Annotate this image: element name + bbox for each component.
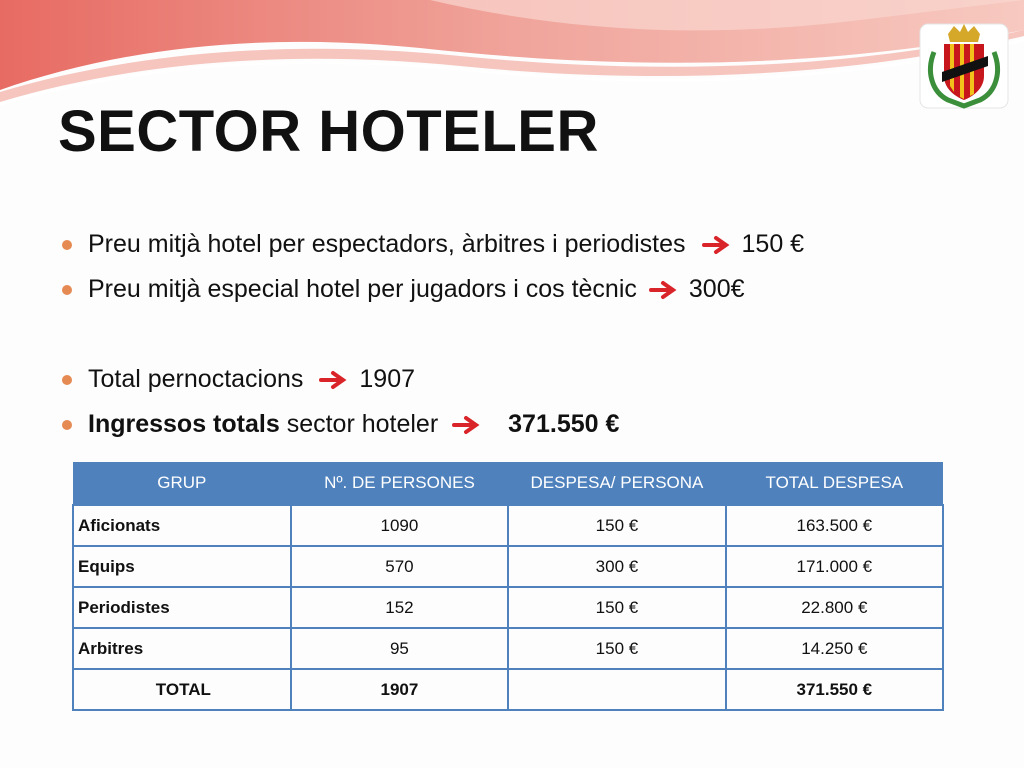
bullet-text: Preu mitjà especial hotel per jugadors i cos tècnic bbox=[88, 275, 637, 303]
cell-group: Aficionats bbox=[73, 505, 291, 546]
arrow-right-icon bbox=[649, 280, 679, 300]
cell-persons: 152 bbox=[291, 587, 509, 628]
cell-persons: 570 bbox=[291, 546, 509, 587]
bullet-hotel-price-general bbox=[62, 222, 804, 267]
table-total-row bbox=[73, 669, 943, 710]
cell-cost-per-person: 150 € bbox=[508, 628, 725, 669]
column-header-persons: Nº. DE PERSONES bbox=[291, 462, 509, 505]
column-header-total-cost: TOTAL DESPESA bbox=[726, 462, 943, 505]
bullet-total-income bbox=[62, 402, 804, 447]
column-header-cost-per-person: DESPESA/ PERSONA bbox=[508, 462, 725, 505]
table-header-row bbox=[73, 462, 943, 505]
hotel-expense-table bbox=[72, 462, 944, 711]
cell-total-cost-per-person bbox=[508, 669, 725, 710]
bullet-text: Total pernoctacions bbox=[88, 365, 304, 393]
cell-cost-per-person: 150 € bbox=[508, 587, 725, 628]
club-crest-logo bbox=[918, 22, 1010, 110]
cell-cost-per-person: 150 € bbox=[508, 505, 725, 546]
bullet-value: 1907 bbox=[359, 365, 416, 393]
arrow-right-icon bbox=[452, 415, 482, 435]
bullet-dot-icon bbox=[62, 375, 72, 385]
cell-group: Arbitres bbox=[73, 628, 291, 669]
cell-total-cost: 371.550 € bbox=[726, 669, 943, 710]
bullet-dot-icon bbox=[62, 285, 72, 295]
cell-persons: 1090 bbox=[291, 505, 509, 546]
arrow-right-icon bbox=[319, 370, 349, 390]
table-row bbox=[73, 546, 943, 587]
column-header-group: GRUP bbox=[73, 462, 291, 505]
arrow-right-icon bbox=[702, 235, 732, 255]
table-row bbox=[73, 505, 943, 546]
table-row bbox=[73, 628, 943, 669]
bullet-text: sector hoteler bbox=[286, 410, 439, 438]
cell-persons: 95 bbox=[291, 628, 509, 669]
cell-total-cost: 14.250 € bbox=[726, 628, 943, 669]
cell-total-persons: 1907 bbox=[291, 669, 509, 710]
cell-total-cost: 22.800 € bbox=[726, 587, 943, 628]
slide-title: SECTOR HOTELER bbox=[58, 99, 599, 164]
cell-total-cost: 171.000 € bbox=[726, 546, 943, 587]
cell-total-cost: 163.500 € bbox=[726, 505, 943, 546]
bullet-list bbox=[62, 222, 804, 447]
cell-group: Equips bbox=[73, 546, 291, 587]
cell-total-label: TOTAL bbox=[73, 669, 291, 710]
bullet-dot-icon bbox=[62, 420, 72, 430]
cell-group: Periodistes bbox=[73, 587, 291, 628]
bullet-total-nights bbox=[62, 357, 804, 402]
table-row bbox=[73, 587, 943, 628]
bullet-value: 300€ bbox=[688, 275, 745, 303]
bullet-hotel-price-teams bbox=[62, 267, 804, 312]
cell-cost-per-person: 300 € bbox=[508, 546, 725, 587]
bullet-value: 150 € bbox=[741, 230, 805, 258]
bullet-text: Preu mitjà hotel per espectadors, àrbitres i periodistes bbox=[88, 230, 686, 258]
bullet-bold-text: Ingressos totals bbox=[88, 410, 280, 438]
bullet-dot-icon bbox=[62, 240, 72, 250]
bullet-value: 371.550 € bbox=[508, 410, 620, 438]
